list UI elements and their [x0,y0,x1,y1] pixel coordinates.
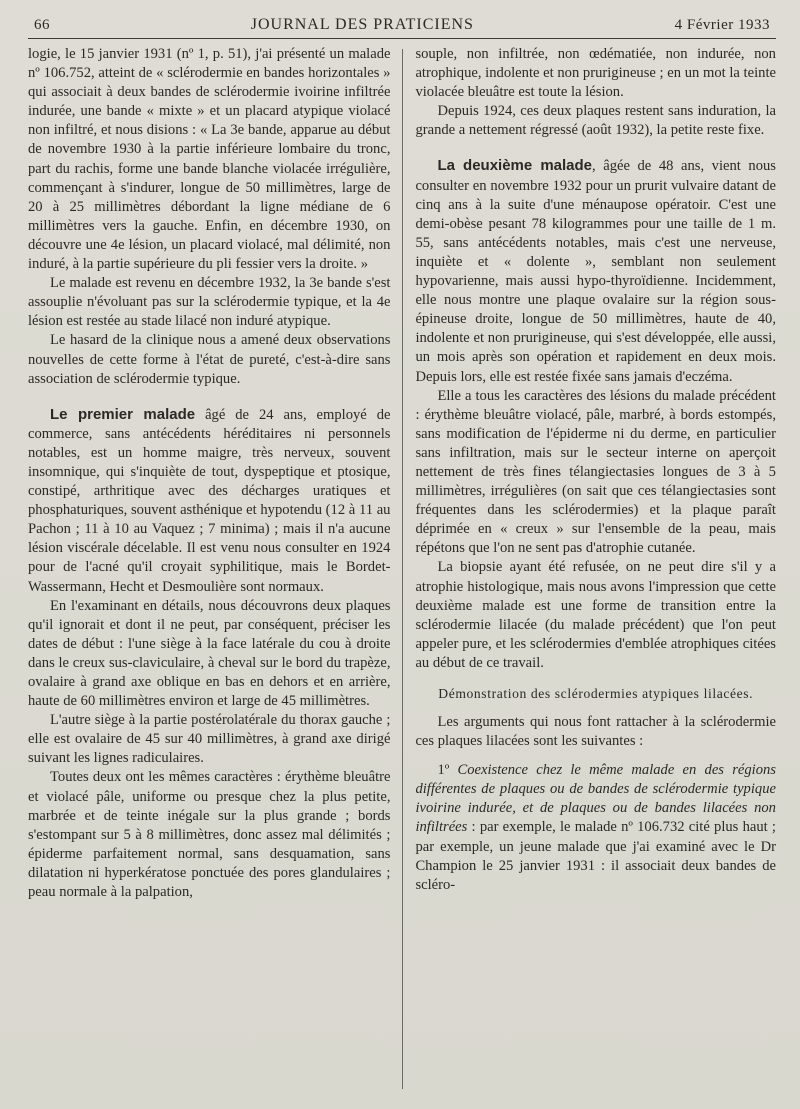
paragraph: La deuxième malade, âgée de 48 ans, vient nous consulter en novembre 1932 pour un prurit vulvaire datant de cinq ans à la suite d'une ménaupose opératoir. C'est une demi-obèse pesant 78 kilogrammes pour une taille de 1 m. 55, sans antécédents notables, mais c'est une nerveuse, inquiète et « dolente », semblant non seulement hypovarienne, mais aussi hypo-thyroïdienne. Incidemment, elle nous montre une plaque ovalaire sur la région sous-épineuse droite, longue de 50 millimètres, haute de 40, indolente et non prurigineuse, qui s'est développée, elle aussi, un mois après son opération et rapidement en deux mois. Depuis lors, elle est restée fixée sans jamais d'eczéma. [415,157,776,385]
text-columns [28,45,776,1089]
paragraph: logie, le 15 janvier 1931 (nº 1, p. 51), j'ai présenté un malade nº 106.752, atteint de « sclérodermie en bandes horizontales » qui associait à deux bandes de sclérodermie ivoirine infiltrée indurée, une bande « mixte » et un placard atypique violacé non infiltré, et nous disions : « La 3e bande, apparue au début de novembre 1930 à la partie inférieure lombaire du tronc, part du rachis, forme une bande blanche violacée irrégulière, commençant à s'indurer, longue de 50 millimètres, large de 20 à 25 millimètres débordant la ligne médiane de 6 millimètres vers la gauche. Enfin, en décembre 1930, on découvre une 4e lésion, un placard violacé, mal délimité, non induré, à la partie supérieure du pli fessier vers la droite. » [28,46,391,273]
issue-date: 4 Février 1933 [674,17,770,33]
right-column [415,45,776,1089]
paragraph: Le malade est revenu en décembre 1932, la 3e bande s'est assouplie n'évoluant pas sur la sclérodermie typique, et la 4e lésion est restée au stade lilacé non induré atypique. [28,275,391,330]
emphasis: Coexistence chez le même malade en des régions différentes de plaques ou de bandes de sclérodermie typique ivoirine indurée, et de plaques ou de bandes lilacées non infiltrées [415,762,776,836]
paragraph: Toutes deux ont les mêmes caractères : érythème bleuâtre et violacé pâle, uniforme ou presque chez la plus petite, marbrée et de teinte inégale sur la plus grande ; bords s'estompant sur 5 à 8 millimètres, donc assez mal délimités ; épiderme parfaitement normal, sans desquamation, sans dilatation ni hyperkératose ponctuée des pores glandulaires ; peau normale à la palpation, [28,769,391,901]
paragraph: 1º Coexistence chez le même malade en des régions différentes de plaques ou de bandes de sclérodermie typique ivoirine indurée, et de plaques ou de bandes lilacées non infiltrées : par exemple, le malade nº 106.732 cité plus haut ; par exemple, un jeune malade que j'ai examiné avec le Dr Champion le 25 janvier 1931 : il associait deux bandes de scléro- [415,762,776,893]
case-heading: Le premier malade [50,405,196,423]
paragraph: Elle a tous les caractères des lésions du malade précédent : érythème bleuâtre violacé, pâle, marbré, à bords estompés, sans modification de l'épiderme ni du derme, en particulier sans infiltration, mais sur le secteur interne on aperçoit nettement de très fines télangiectasies longues de 3 à 5 millimètres, irrégulières (on sait que ces télangiectasies sont fréquentes dans les sclérodermies) et la plaque paraît déprimée en « creux » sur l'ensemble de la peau, mais répétons que l'on ne sent pas d'atrophie cutanée. [415,387,776,557]
paragraph: souple, non infiltrée, non œdématiée, non indurée, non atrophique, indolente et non prurigineuse ; en un mot la teinte violacée bleuâtre est toute la lésion. [415,46,776,101]
paragraph: L'autre siège à la partie postérolatérale du thorax gauche ; elle est ovalaire de 45 sur 40 millimètres, à grand axe dirigé suivant les lignes radiculaires. [28,712,391,767]
column-divider [402,49,403,1089]
paragraph: Le premier malade âgé de 24 ans, employé de commerce, sans antécédents héréditaires ni personnels notables, est un homme maigre, très nerveux, souvent insomnique, qui s'inquiète de tout, dyspeptique et ptosique, constipé, arthritique avec des décharges uratiques et phosphaturiques, souvent asthénique et hypotendu (12 à 11 au Pachon ; 11 à 10 au Vaquez ; 7 minima) ; mais il n'a aucune lésion viscérale décelable. Il est venu nous consulter en 1924 pour de l'acné qu'il croyait syphilitique, mais le Bordet-Wassermann, Hecht et Desmoulière sont normaux. [28,405,391,595]
left-column [28,45,390,1089]
case-heading: La deuxième malade [437,157,593,175]
paragraph: Le hasard de la clinique nous a amené deux observations nouvelles de cette forme à l'état de pureté, c'est-à-dire sans association de sclérodermie typique. [28,332,391,387]
journal-title: JOURNAL DES PRATICIENS [250,16,474,33]
paragraph: La biopsie ayant été refusée, on ne peut dire s'il y a atrophie histologique, mais nous avons l'impression que cette deuxième malade est une forme de transition entre la sclérodermie lilacée (du malade précédent) que l'on peut appeler pure, et les sclérodermies d'emblée atrophiques citées au début de ce travail. [415,559,776,671]
paragraph: En l'examinant en détails, nous découvrons deux plaques qu'il ignorait et dont il ne peut, par conséquent, préciser les dates de début : l'une siège à la face latérale du cou à droite dans le creux sus-claviculaire, à cheval sur le bord du trapèze, ovalaire à grand axe oblique en bas en dehors et en arrière, haute de 60 millimètres environ et large de 45 millimètres. [28,597,391,710]
section-heading: Démonstration des sclérodermies atypiques lilacées. [438,686,754,701]
page-header [28,16,776,39]
paragraph: Les arguments qui nous font rattacher à la sclérodermie ces plaques lilacées sont les suivantes : [415,714,776,750]
page-number: 66 [34,17,50,33]
paragraph: Depuis 1924, ces deux plaques restent sans induration, la grande a nettement régressé (août 1932), la petite reste fixe. [415,103,776,139]
